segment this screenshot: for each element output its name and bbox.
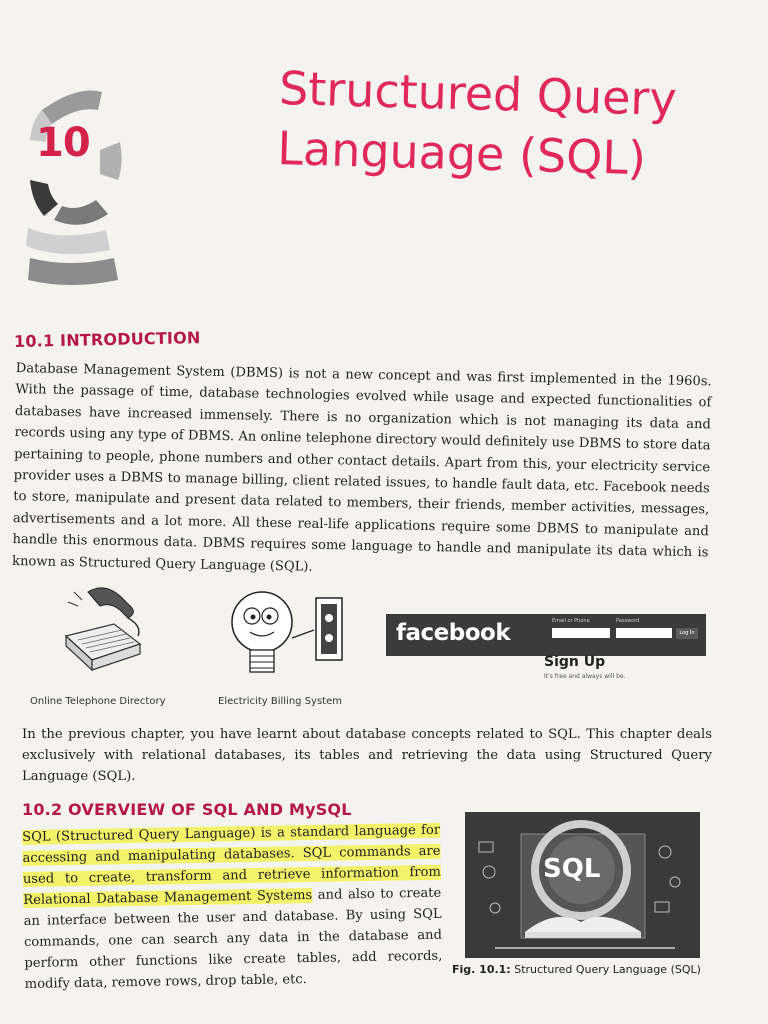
overview-rest-text: and also to create an interface between the user and database. By using SQL commands, one can search any data in the database and perform other functions like create tables, add records, modify data, remove rows, drop table, etc. — [23, 885, 443, 992]
figure-caption-text: Structured Query Language (SQL) — [510, 963, 701, 976]
facebook-email-label: Email or Phone — [552, 618, 590, 624]
facebook-signup-subtext: It's free and always will be. — [544, 673, 626, 680]
facebook-login-button: Log In — [676, 628, 698, 639]
intro-heading: 10.1 INTRODUCTION — [13, 328, 201, 351]
figure-number: Fig. 10.1: — [452, 963, 511, 976]
facebook-logo: facebook — [396, 620, 511, 646]
sql-image-label: SQL — [543, 854, 601, 884]
chapter-number: 10 — [36, 120, 90, 166]
overview-heading: 10.2 OVERVIEW OF SQL AND MySQL — [22, 800, 352, 819]
telephone-illustration — [44, 582, 154, 682]
facebook-password-field — [616, 628, 672, 638]
telephone-icon — [44, 582, 154, 682]
overview-paragraph — [22, 820, 443, 995]
facebook-header — [386, 614, 706, 656]
chapter-badge-graphic — [22, 80, 132, 290]
figures-row — [22, 582, 712, 712]
telephone-caption: Online Telephone Directory — [30, 696, 166, 707]
sql-figure — [465, 812, 700, 958]
previous-chapter-paragraph: In the previous chapter, you have learnt about database concepts related to SQL. This chapter deals exclusively with relational databases, its tables and retrieving the data using Structured Query Language (SQL). — [22, 727, 712, 784]
facebook-password-label: Password — [616, 618, 640, 624]
chapter-title — [277, 58, 700, 190]
sql-illustration — [465, 812, 700, 958]
electricity-caption: Electricity Billing System — [218, 696, 342, 707]
facebook-signup: Sign Up — [544, 654, 606, 670]
sql-figure-caption — [452, 963, 701, 976]
intro-paragraph: Database Management System (DBMS) is not a new concept and was first implemented in the 1960s. With the passage of time, database technologies evolved while usage and expected functionalities of databases have increased immensely. There is no organization which is not managing its data and records using any type of DBMS. An online telephone directory would definitely use DBMS to store data pertaining to people, phone numbers and other contact details. Apart from this, your electricity service provider uses a DBMS to manage billing, client related issues, to handle fault data, etc. Facebook needs to store, manipulate and present data related to members, their friends, member activities, messages, advertisements and a lot more. All these real-life applications require some DBMS to manipulate and handle this enormous data. DBMS requires some language to handle and manipulate its data which is known as Structured Query Language (SQL). — [11, 360, 712, 575]
chapter-badge — [22, 80, 132, 290]
chapter-title-line2: Language (SQL) — [276, 120, 647, 186]
highlighted-text: SQL (Structured Query Language) is a standard language for accessing and manipulating databases. SQL commands are used to create, transform and retrieve information from Relational Database Management Systems — [22, 822, 441, 908]
facebook-email-field — [552, 628, 610, 638]
chapter-title-line1: Structured Query — [278, 60, 678, 127]
lightbulb-icon — [220, 590, 360, 686]
electricity-illustration — [220, 590, 360, 686]
